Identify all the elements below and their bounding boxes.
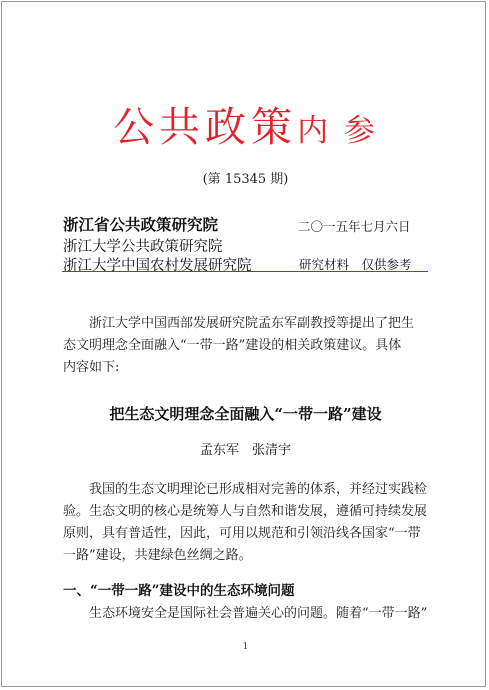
- article-authors: 孟东军 张清宇: [199, 443, 291, 458]
- masthead: [2, 102, 489, 161]
- body-line-1: 我国的生态文明理论已形成相对完善的体系，并经过实践检: [89, 482, 428, 497]
- intro-paragraph: [63, 313, 435, 379]
- intro-line-1: 浙江大学中国西部发展研究院孟东军副教授等提出了把生: [89, 316, 415, 331]
- body-line-2: 验。生态文明的核心是统筹人与自然和谐发展，遵循可持续发展: [63, 504, 428, 519]
- body-line-3: 原则，具有普适性，因此，可用以规范和引领沿线各国家“一带: [63, 526, 421, 541]
- intro-line-3: 内容如下:: [63, 360, 120, 375]
- intro-line-2: 态文明理念全面融入“一带一路”建设的相关政策建议。具体: [63, 338, 402, 353]
- masthead-subtitle: 内 参: [297, 113, 378, 149]
- material-note: 研究材料 仅供参考: [299, 257, 412, 272]
- institution-2: 浙江大学公共政策研究院: [63, 239, 223, 255]
- body-paragraph: [63, 479, 435, 567]
- publish-date: 二〇一五年七月六日: [298, 219, 411, 234]
- header-divider: [62, 271, 428, 272]
- institution-3: 浙江大学中国农村发展研究院: [63, 258, 252, 274]
- body-line-4: 一路”建设，共建绿色丝绸之路。: [63, 548, 252, 563]
- section-heading: 一、“一带一路”建设中的生态环境问题: [63, 583, 295, 599]
- section-paragraph: [63, 603, 435, 625]
- document-page: [1, 1, 486, 687]
- article-title: 把生态文明理念全面融入“一带一路”建设: [109, 405, 382, 423]
- masthead-title: 公共政策: [113, 103, 298, 151]
- issue-number: (第 15345 期): [202, 172, 289, 187]
- institution-1: 浙江省公共政策研究院: [63, 215, 219, 234]
- section-line-1: 生态环境安全是国际社会普遍关心的问题。随着“一带一路”: [89, 606, 428, 621]
- page-number: 1: [242, 642, 249, 652]
